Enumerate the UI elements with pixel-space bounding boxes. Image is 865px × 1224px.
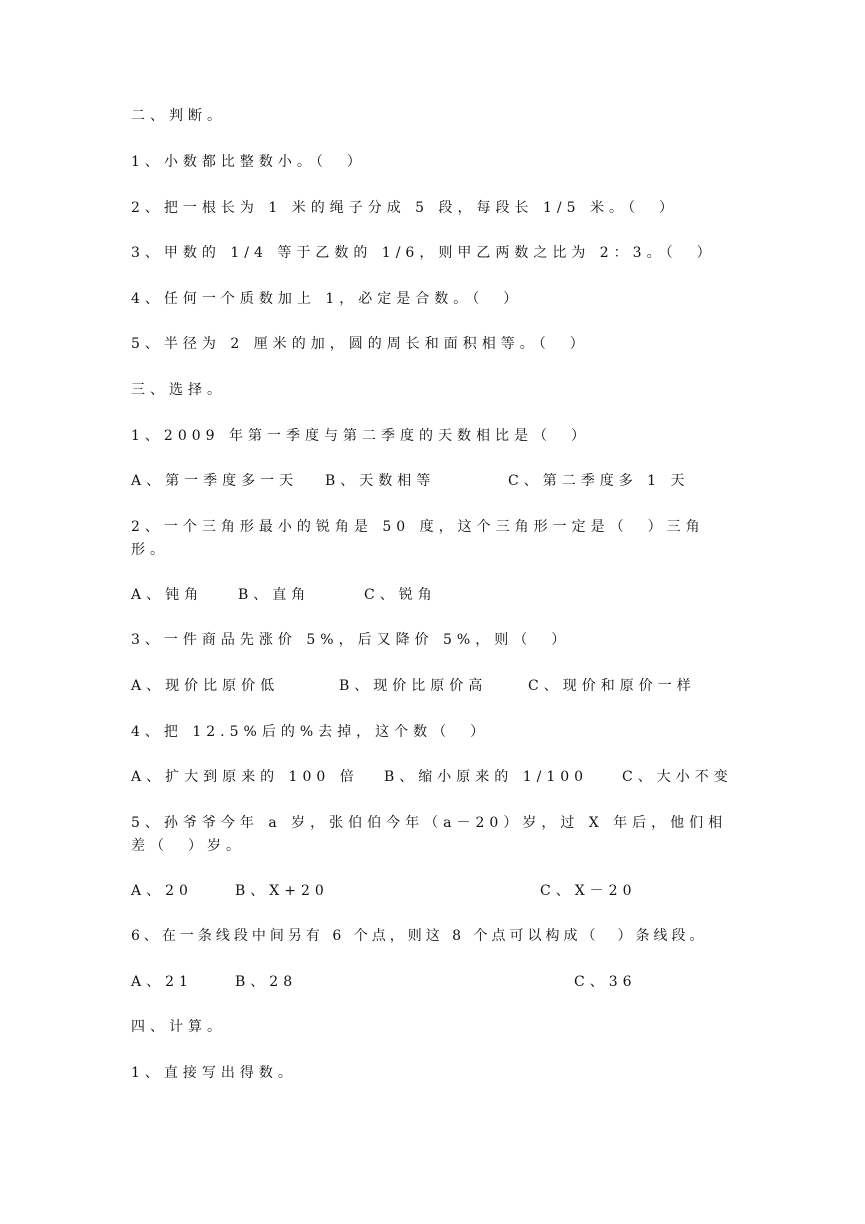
choice-3-option-a: A、现价比原价低 xyxy=(131,678,280,694)
choice-4-option-a: A、扩大到原来的 100 倍 xyxy=(131,769,359,785)
judgement-question-4: 4、任何一个质数加上 1，必定是合数。（ ） xyxy=(131,291,523,307)
choice-question-2: 2、一个三角形最小的锐角是 50 度，这个三角形一定是（ ）三角形。 xyxy=(131,519,705,558)
section-heading-choice: 三、选择。 xyxy=(131,382,226,398)
judgement-question-2: 2、把一根长为 1 米的绳子分成 5 段，每段长 1/5 米。（ ） xyxy=(131,200,678,216)
choice-3-option-c: C、现价和原价一样 xyxy=(528,678,696,694)
choice-question-4: 4、把 12.5%后的%去掉，这个数（ ） xyxy=(131,724,490,740)
choice-question-1: 1、2009 年第一季度与第二季度的天数相比是（ ） xyxy=(131,428,590,444)
choice-question-5: 5、孙爷爷今年 a 岁，张伯伯今年（a－20）岁，过 X 年后，他们相差（ ）岁。 xyxy=(131,815,728,854)
choice-4-option-b: B、缩小原来的 1/100 xyxy=(384,769,589,785)
calculation-question-1: 1、直接写出得数。 xyxy=(131,1065,297,1081)
choice-1-option-c: C、第二季度多 1 天 xyxy=(508,473,690,489)
choice-2-option-c: C、锐角 xyxy=(364,587,437,603)
choice-question-3: 3、一件商品先涨价 5%，后又降价 5%，则（ ） xyxy=(131,632,571,648)
choice-6-option-b: B、28 xyxy=(235,974,298,990)
choice-5-option-c: C、X－20 xyxy=(540,883,637,899)
section-heading-judgement: 二、判断。 xyxy=(131,108,226,124)
choice-5-option-b: B、X+20 xyxy=(235,883,329,899)
judgement-question-5: 5、半径为 2 厘米的加，圆的周长和面积相等。（ ） xyxy=(131,336,589,352)
choice-question-6: 6、在一条线段中间另有 6 个点，则这 8 个点可以构成（ ）条线段。 xyxy=(131,928,708,944)
judgement-question-3: 3、甲数的 1/4 等于乙数的 1/6，则甲乙两数之比为 2：3。（ ） xyxy=(131,245,716,261)
choice-1-option-b: B、天数相等 xyxy=(325,473,436,489)
choice-4-option-c: C、大小不变 xyxy=(622,769,733,785)
choice-2-option-a: A、钝角 xyxy=(131,587,204,603)
choice-1-option-a: A、第一季度多一天 xyxy=(131,473,299,489)
choice-6-option-c: C、36 xyxy=(574,974,637,990)
choice-3-option-b: B、现价比原价高 xyxy=(339,678,488,694)
choice-2-option-b: B、直角 xyxy=(238,587,311,603)
section-heading-calculation: 四、计算。 xyxy=(131,1019,226,1035)
judgement-question-1: 1、小数都比整数小。（ ） xyxy=(131,154,366,170)
choice-6-option-a: A、21 xyxy=(131,974,193,990)
choice-5-option-a: A、20 xyxy=(131,883,193,899)
